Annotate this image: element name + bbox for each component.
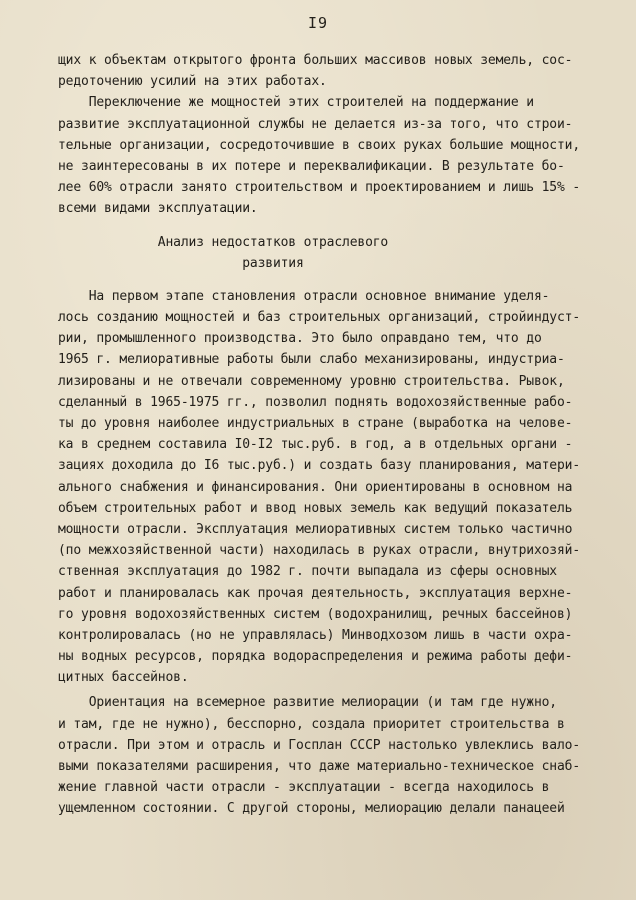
text-line: развитие эксплуатационной службы не делается из-за того, что строи-	[58, 116, 573, 132]
text-line: цитных бассейнов.	[58, 670, 189, 686]
spacer	[58, 220, 598, 232]
text-line: редоточению усилий на этих работах.	[58, 74, 327, 90]
text-line: объем строительных работ и ввод новых земель как ведущий показатель	[58, 500, 573, 516]
text-line: всеми видами эксплуатации.	[58, 201, 258, 217]
text-line: ны водных ресурсов, порядка водораспределения и режима работы дефи-	[58, 649, 573, 665]
text-line: (по межхозяйственной части) находилась в руках отрасли, внутрихозяй-	[58, 543, 581, 559]
text-line: сделанный в 1965-1975 гг., позволил поднять водохозяйственные рабо-	[58, 394, 573, 410]
text-line: контролировалась (но не управлялась) Минводхозом лишь в части охра-	[58, 627, 573, 643]
section-heading	[58, 232, 598, 274]
paragraph-1	[58, 50, 598, 92]
page-number: I9	[307, 14, 329, 32]
text-line: рии, промышленного производства. Это было оправдано тем, что до	[58, 331, 542, 347]
text-line: ты до уровня наиболее индустриальных в стране (выработка на челове-	[58, 416, 573, 431]
text-line: и там, где не нужно), бесспорно, создала приоритет строительства в	[58, 716, 565, 732]
text-line: На первом этапе становления отрасли основное внимание уделя-	[58, 288, 550, 304]
text-line: лее 60% отрасли занято строительством и проектированием и лишь 15% -	[58, 180, 581, 196]
text-line: ка в среднем составила I0-I2 тыс.руб. в год, а в отдельных органи -	[58, 437, 573, 453]
text-line: тельные организации, сосредоточившие в своих руках большие мощности,	[58, 137, 581, 153]
text-line: не заинтересованы в их потере и переквалификации. В результате бо-	[58, 158, 565, 174]
text-line: выми показателями расширения, что даже материально-техническое снаб-	[58, 759, 581, 774]
text-line: лось созданию мощностей и баз строительных организаций, стройиндуст-	[58, 310, 581, 326]
heading-line: Анализ недостатков отраслевого	[58, 234, 389, 250]
text-line: ственная эксплуатация до 1982 г. почти выпадала из сферы основных	[58, 564, 557, 580]
text-line: ущемленном состоянии. С другой стороны, мелиорацию делали панацеей	[58, 801, 565, 817]
paragraph-3	[58, 286, 598, 689]
paragraph-2	[58, 92, 598, 219]
heading-line: развития	[58, 255, 304, 271]
text-line: лизированы и не отвечали современному уровню строительства. Рывок,	[58, 373, 565, 389]
text-line: ального снабжения и финансирования. Они ориентированы в основном на	[58, 479, 573, 495]
text-line: Ориентация на всемерное развитие мелиорации (и там где нужно,	[58, 695, 557, 711]
text-line: го уровня водохозяйственных систем (водохранилищ, речных бассейнов)	[58, 606, 573, 622]
text-line: работ и планировалась как прочая деятельность, эксплуатация верхне-	[58, 585, 573, 601]
text-line: 1965 г. мелиоративные работы были слабо механизированы, индустриа-	[58, 352, 565, 368]
text-line: зациях доходила до I6 тыс.руб.) и создать базу планирования, матери-	[58, 458, 581, 474]
document-body	[58, 50, 598, 820]
text-line: жение главной части отрасли - эксплуатации - всегда находилось в	[58, 780, 550, 796]
text-line: Переключение же мощностей этих строителей на поддержание и	[58, 95, 534, 111]
paragraph-4	[58, 692, 598, 819]
text-line: щих к объектам открытого фронта больших массивов новых земель, сос-	[58, 53, 573, 68]
text-line: мощности отрасли. Эксплуатация мелиоративных систем только частично	[58, 521, 573, 537]
text-line: отрасли. При этом и отрасль и Госплан СССР настолько увлеклись вало-	[58, 737, 581, 753]
spacer	[58, 274, 598, 286]
